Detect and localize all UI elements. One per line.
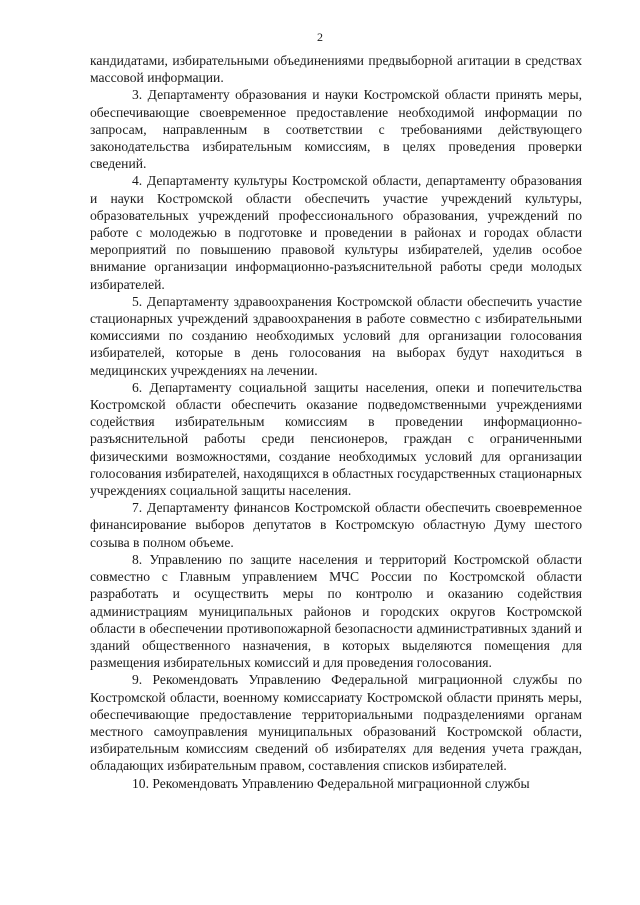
paragraph-3: 3. Департаменту образования и науки Костромской области принять меры, обеспечивающие своевременное предоставление необходимой информации по запросам, направленным в соответствии с требованиями действующего законодательства избирательным комиссиям, в целях проведения проверки сведений. <box>90 87 582 172</box>
page-number: 2 <box>317 30 323 44</box>
paragraph-5: 5. Департаменту здравоохранения Костромской области обеспечить участие стационарных учреждений здравоохранения в работе совместно с избирательными комиссиями по созданию необходимых условий для организации голосования избирателей, которые в день голосования на выборах будут находиться в медицинских учреждениях на лечении. <box>90 293 582 378</box>
paragraph-7: 7. Департаменту финансов Костромской области обеспечить своевременное финансирование выборов депутатов в Костромскую областную Думу шестого созыва в полном объеме. <box>90 500 582 550</box>
paragraph-8: 8. Управлению по защите населения и территорий Костромской области совместно с Главным управлением МЧС России по Костромской области разработать и осуществить меры по контролю и оказанию содействия администрациям муниципальных районов и городских округов Костромской области в обеспечении противопожарной безопасности административных зданий и зданий общественного назначения, в которых выделяются помещения для размещения избирательных комиссий и для проведения голосования. <box>90 551 582 671</box>
paragraph-2-continuation: кандидатами, избирательными объединениями предвыборной агитации в средствах массовой информации. <box>90 53 582 86</box>
paragraph-9: 9. Рекомендовать Управлению Федеральной миграционной службы по Костромской области, военному комиссариату Костромской области принять меры, обеспечивающие предоставление территориальными подразделениями органам местного самоуправления муниципальных образований Костромской области, избирательным комиссиям сведений об избирателях для ведения учета граждан, обладающих избирательным правом, составления списков избирателей. <box>90 672 582 774</box>
paragraph-4: 4. Департаменту культуры Костромской области, департаменту образования и науки Костромской области обеспечить участие учреждений культуры, образовательных учреждений профессионального образования, учреждений по работе с молодежью в подготовке и проведении в районах и городах области мероприятий по повышению правовой культуры избирателей, уделив особое внимание организации информационно-разъяснительной работы среди молодых избирателей. <box>90 173 582 292</box>
paragraph-6: 6. Департаменту социальной защиты населения, опеки и попечительства Костромской области обеспечить оказание подведомственными учреждениями содействия избирательным комиссиям в проведении информационно-разъяснительной работы среди пенсионеров, граждан с ограниченными физическими возможностями, создание необходимых условий для организации голосования избирателей, находящихся в областных государственных стационарных учреждениях социальной защиты населения. <box>90 379 582 499</box>
paragraph-10: 10. Рекомендовать Управлению Федеральной миграционной службы <box>132 775 530 791</box>
document-body <box>90 52 582 792</box>
